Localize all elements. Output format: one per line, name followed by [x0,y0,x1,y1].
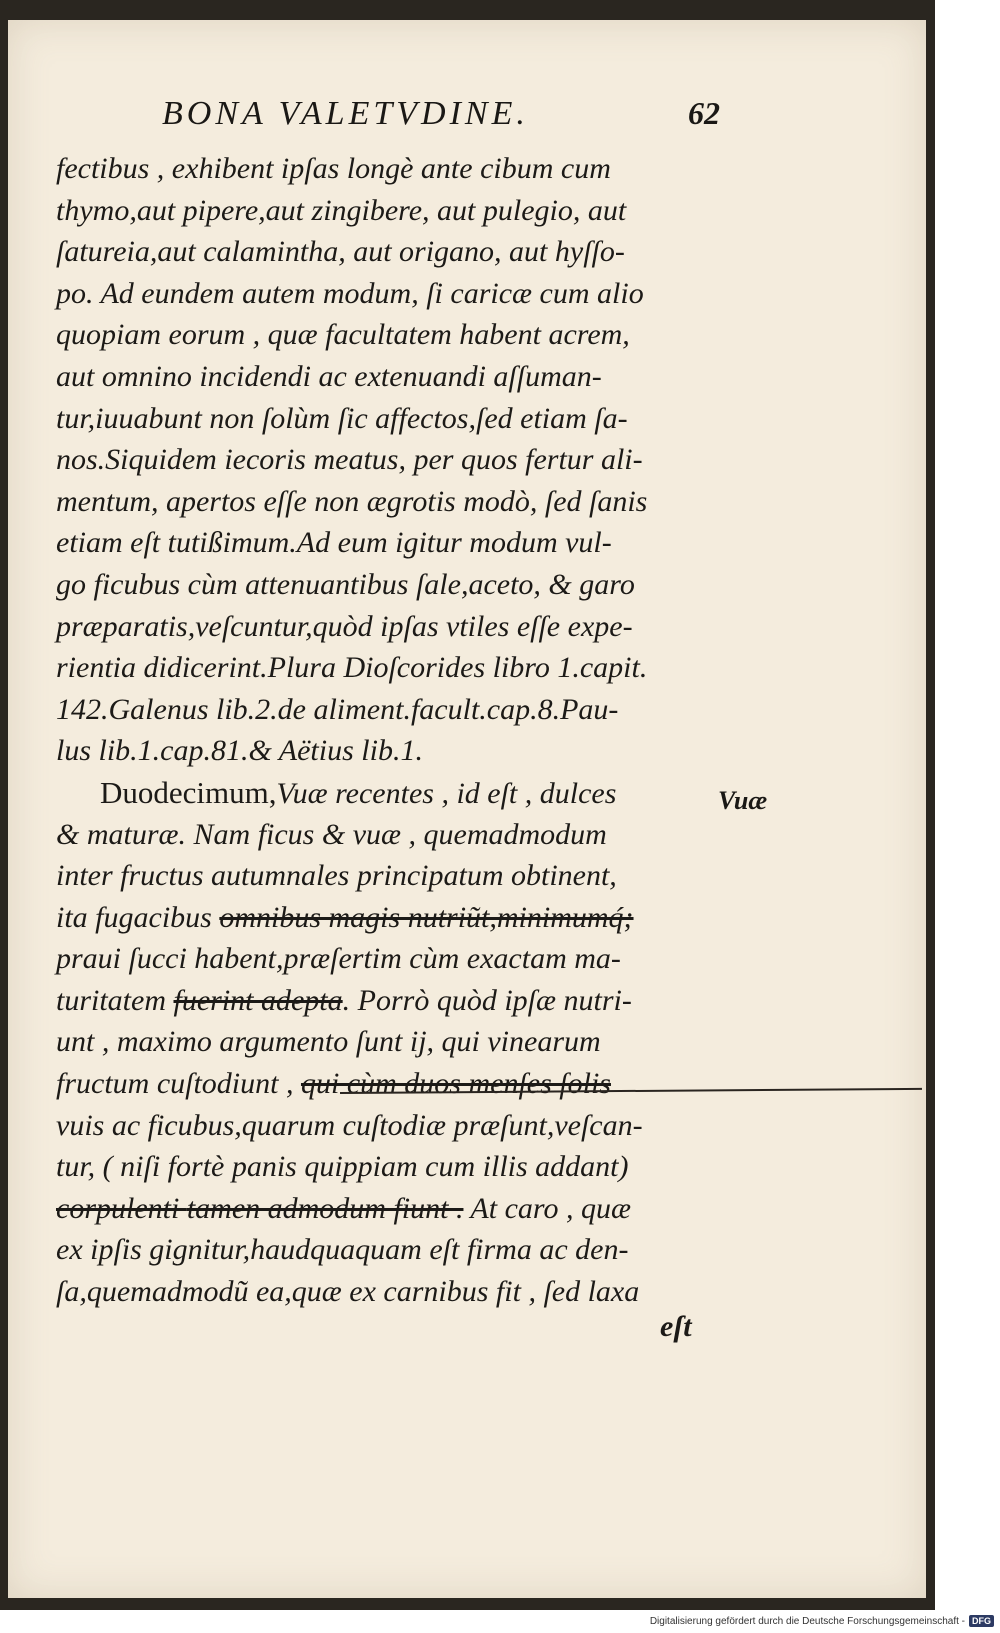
digitization-credit [650,1611,994,1631]
text-line: praui ſucci habent,præſertim cùm exactam ma- [56,942,621,976]
body-text [56,148,728,1313]
paragraph-2 [56,772,728,1313]
line-text: At caro , quæ [463,1191,631,1225]
line-text: Vuæ recentes , id eſt , dulces [276,776,617,810]
page-number: 62 [688,95,720,131]
text-line: po. Ad eundem autem modum, ſi caricæ cum alio [56,276,644,310]
text-line: lus lib.1.cap.81.& Aëtius lib.1. [56,734,423,768]
text-line: inter fructus autumnales principatum obtinent, [56,859,617,893]
text-line: thymo,aut pipere,aut zingibere, aut pulegio, aut [56,193,627,227]
paragraph-1 [56,148,728,772]
line-text: fructum cuſtodiunt , [56,1067,301,1101]
page-header [150,95,720,143]
text-line: ſa,quemadmodũ ea,quæ ex carnibus fit , ſed laxa [56,1275,640,1309]
text-line [56,1188,728,1230]
struck-text: corpulenti [56,1191,187,1225]
text-line: 142.Galenus lib.2.de aliment.facult.cap.8.Pau- [56,692,619,726]
margin-note: Vuæ [718,786,768,815]
struck-text: qui cùm duos menſes ſolis [300,1067,611,1101]
text-line [56,772,728,814]
text-line: & maturæ. Nam ficus & vuæ , quemadmodum [56,817,607,851]
text-line: tur, ( niſi fortè panis quippiam cum illis addant) [56,1150,629,1184]
line-text: ita fugacibus [56,900,220,934]
text-line: rientia didicerint.Plura Dioſcorides libro 1.capit. [56,651,648,685]
lead-word: Duodecimum, [100,774,277,810]
text-line: præparatis,veſcuntur,quòd ipſas vtiles eſſe expe- [56,609,633,643]
struck-text: omnibus magis nutriũt,minimumq́; [219,900,634,934]
dfg-logo-icon: DFG [969,1615,994,1627]
text-line: unt , maximo argumento ſunt ij, qui vinearum [56,1025,601,1059]
running-title: BONA VALETVDINE. [162,95,529,132]
struck-text: tamen admodum fiunt . [186,1191,464,1225]
struck-text: fuerint adepta [173,983,343,1017]
text-line: go ficubus cùm attenuantibus ſale,aceto, & garo [56,567,635,601]
text-line: quopiam eorum , quæ facultatem habent acrem, [56,318,630,352]
text-line: ſatureia,aut calamintha, aut origano, aut hyſſo- [56,235,625,269]
text-line: tur,iuuabunt non ſolùm ſic affectos,ſed etiam ſa- [56,401,628,435]
text-line [56,1063,728,1105]
text-line [56,897,728,939]
text-line [56,980,728,1022]
text-line: etiam eſt tutißimum.Ad eum igitur modum vul- [56,526,612,560]
text-line: vuis ac ficubus,quarum cuſtodiæ præſunt,veſcan- [56,1108,643,1142]
catchword: eſt [660,1310,692,1343]
text-line: fectibus , exhibent ipſas longè ante cibum cum [56,152,611,185]
line-text: turitatem [56,983,174,1017]
text-line: ex ipſis gignitur,haudquaquam eſt firma ac den- [56,1233,629,1267]
line-text: . Porrò quòd ipſæ nutri- [342,983,632,1017]
text-line: mentum, apertos eſſe non ægrotis modò, ſed ſanis [56,484,648,518]
text-line: aut omnino incidendi ac extenuandi aſſuman- [56,359,602,393]
credit-text: Digitalisierung gefördert durch die Deutsche Forschungsgemeinschaft - [649,1615,965,1627]
text-line: nos.Siquidem iecoris meatus, per quos fertur ali- [56,443,643,477]
